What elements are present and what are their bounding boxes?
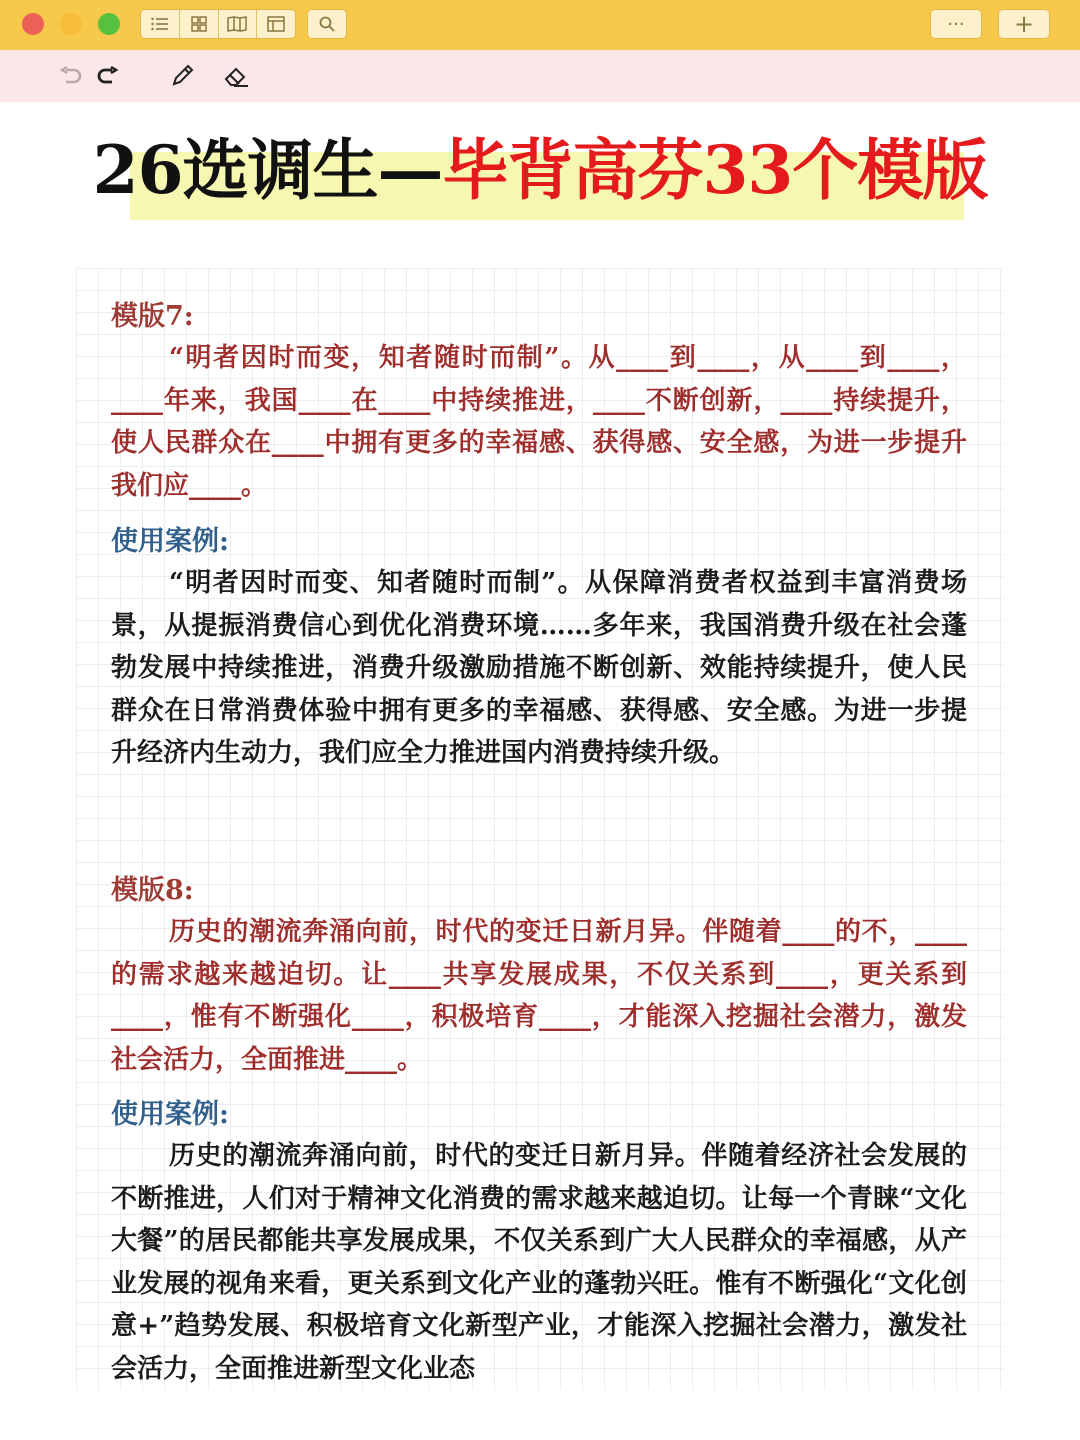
template-7-block <box>111 297 967 507</box>
undo-icon[interactable] <box>56 62 84 90</box>
template-8-block <box>111 871 967 1081</box>
case-heading: 使用案例: <box>111 526 229 557</box>
window-view-icon[interactable] <box>257 10 295 38</box>
page-title <box>0 130 1080 210</box>
title-bar <box>0 0 1080 50</box>
view-switcher <box>140 9 296 39</box>
case-heading: 使用案例: <box>111 1099 229 1130</box>
book-view-icon[interactable] <box>219 10 258 38</box>
pen-icon[interactable] <box>168 62 196 90</box>
title-part-black: 26选调生— <box>92 131 443 209</box>
template-text: 历史的潮流奔涌向前，时代的变迁日新月异。伴随着____的不，____的需求越来越迫切。让____共享发展成果，不仅关系到____，更关系到____，惟有不断强化____，积极培育____，才能深入挖掘社会潜力，激发社会活力，全面推进____。 <box>111 917 967 1075</box>
list-view-icon[interactable] <box>141 10 180 38</box>
grid-view-icon[interactable] <box>180 10 219 38</box>
title-part-red: 毕背高芬33个模版 <box>442 131 988 209</box>
drawing-toolbar <box>0 50 1080 102</box>
zoom-window-button[interactable] <box>98 13 120 35</box>
close-window-button[interactable] <box>22 13 44 35</box>
search-icon[interactable] <box>307 9 347 39</box>
redo-icon[interactable] <box>94 62 122 90</box>
case-text: “明者因时而变、知者随时而制”。从保障消费者权益到丰富消费场景，从提振消费信心到优化消费环境……多年来，我国消费升级在社会蓬勃发展中持续推进，消费升级激励措施不断创新、效能持续提升，使人民群众在日常消费体验中拥有更多的幸福感、获得感、安全感。为进一步提升经济内生动力，我们应全力推进国内消费持续升级。 <box>111 568 967 769</box>
add-page-button[interactable]: + <box>998 9 1050 39</box>
case-7-block <box>111 522 967 775</box>
eraser-icon[interactable] <box>222 62 250 90</box>
case-8-block <box>111 1095 967 1391</box>
minimize-window-button[interactable] <box>60 13 82 35</box>
template-heading: 模版7: <box>111 301 194 332</box>
template-heading: 模版8: <box>111 875 194 906</box>
template-text: “明者因时而变，知者随时而制”。从____到____，从____到____，____年来，我国____在____中持续推进，____不断创新，____持续提升，使人民群众在____中拥有更多的幸福感、获得感、安全感，为进一步提升我们应____。 <box>111 343 967 501</box>
case-text: 历史的潮流奔涌向前，时代的变迁日新月异。伴随着经济社会发展的不断推进，人们对于精神文化消费的需求越来越迫切。让每一个青睐“文化大餐”的居民都能共享发展成果，不仅关系到广大人民群众的幸福感，从产业发展的视角来看，更关系到文化产业的蓬勃兴旺。惟有不断强化“文化创意+”趋势发展、积极培育文化新型产业，才能深入挖掘社会潜力，激发社会活力，全面推进新型文化业态 <box>111 1141 967 1384</box>
more-button[interactable]: ··· <box>930 9 982 39</box>
